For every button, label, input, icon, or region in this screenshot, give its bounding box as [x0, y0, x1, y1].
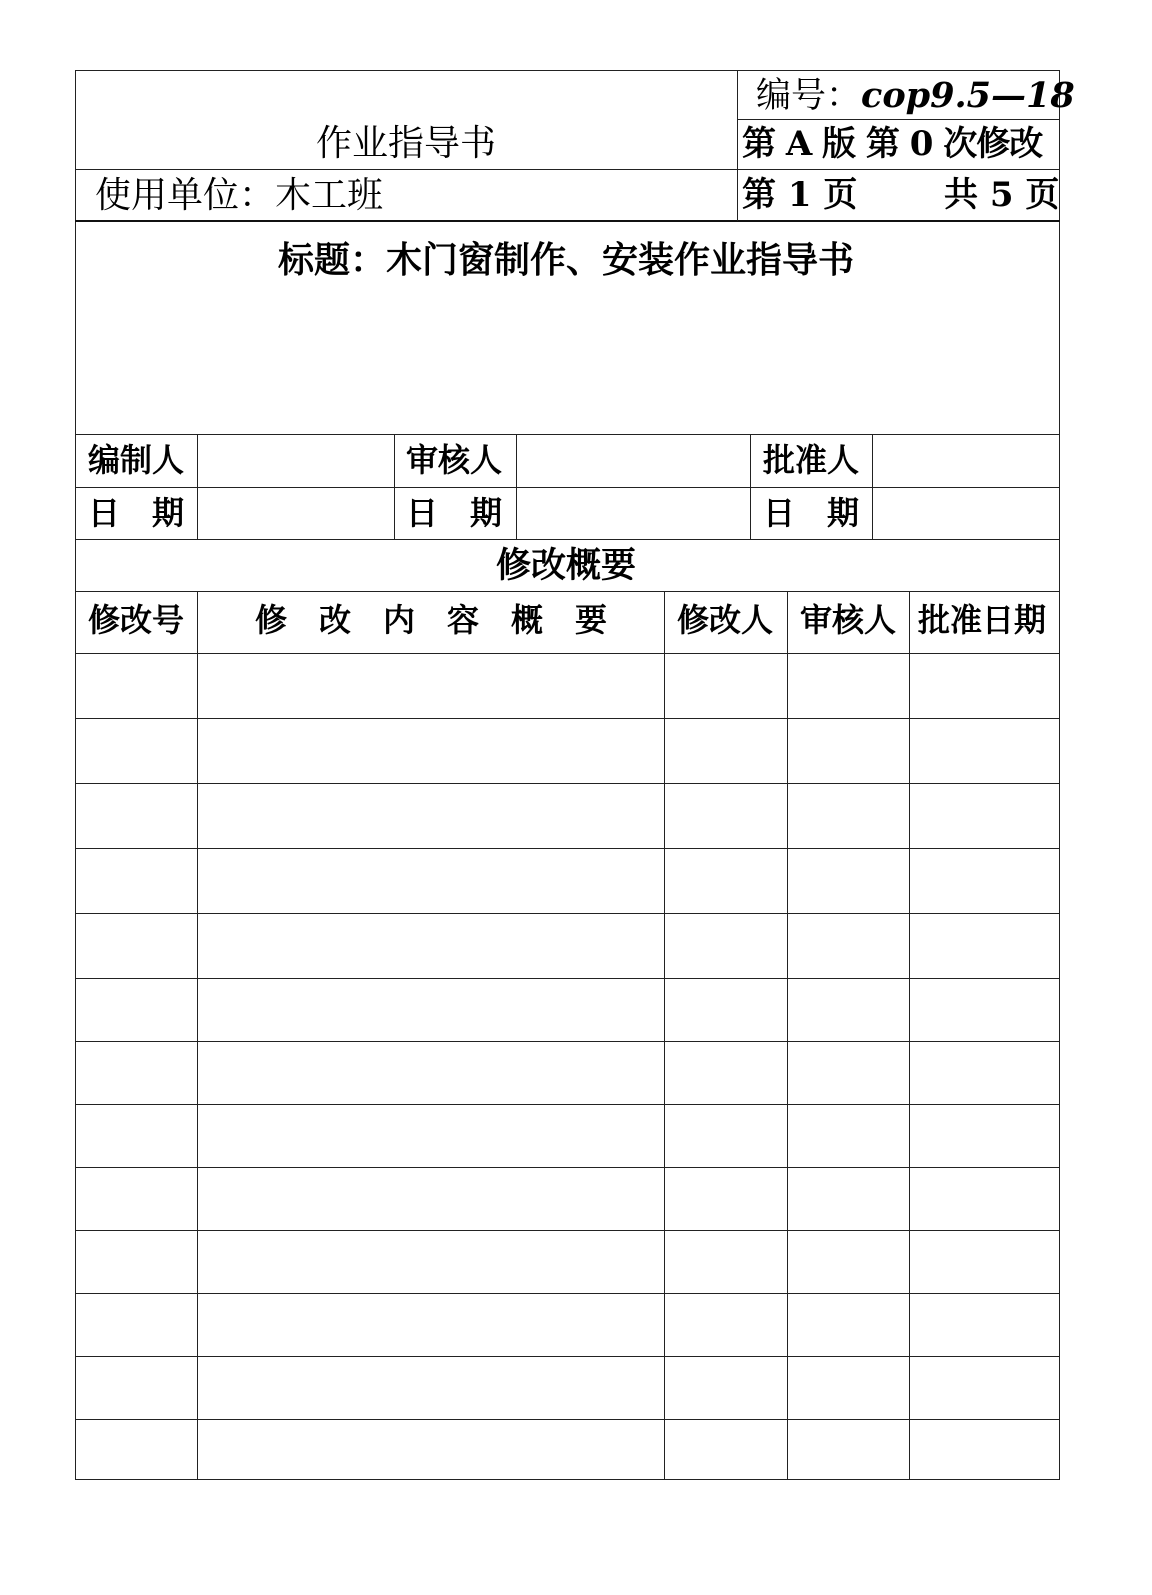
table-row	[75, 1230, 1060, 1231]
revision-heading-divider	[75, 591, 1060, 592]
table-row	[75, 1041, 1060, 1042]
signoff-col-2	[394, 434, 395, 540]
column-header-modifier: 修改人	[677, 601, 774, 639]
version-info: 第 A 版 第 0 次修改	[742, 124, 1043, 164]
approver-date-label: 日 期	[763, 494, 860, 532]
compiler-date-label: 日 期	[88, 494, 185, 532]
signoff-col-1	[197, 434, 198, 540]
document-frame	[75, 70, 1060, 1480]
column-header-summary: 修 改 内 容 概 要	[254, 601, 608, 639]
revision-col-1	[197, 591, 198, 1480]
doc-type-label: 作业指导书	[315, 123, 497, 164]
signoff-bottom-border	[75, 539, 1060, 540]
table-row	[75, 1104, 1060, 1105]
reviewer-label: 审核人	[406, 441, 503, 479]
signoff-top-border	[75, 434, 1060, 435]
reviewer-date-label: 日 期	[406, 494, 503, 532]
doc-number	[756, 75, 1075, 116]
signoff-col-5	[872, 434, 873, 540]
column-header-reviewer: 审核人	[800, 601, 897, 639]
approver-label: 批准人	[763, 441, 860, 479]
table-row	[75, 783, 1060, 784]
revision-header-bottom	[75, 653, 1060, 654]
column-header-revision-no: 修改号	[88, 601, 185, 639]
table-row	[75, 913, 1060, 914]
doc-number-label: 编号：	[756, 76, 862, 116]
table-row	[75, 718, 1060, 719]
revision-col-3	[787, 591, 788, 1480]
table-row	[75, 848, 1060, 849]
header-column-divider	[737, 70, 738, 221]
doc-number-value: cop9.5—18	[861, 75, 1075, 116]
signoff-col-4	[750, 434, 751, 540]
table-row	[75, 978, 1060, 979]
revision-col-4	[909, 591, 910, 1480]
column-header-approval-date: 批准日期	[918, 601, 1047, 639]
table-row	[75, 1167, 1060, 1168]
table-row	[75, 1293, 1060, 1294]
page-number: 第 1 页	[742, 175, 858, 215]
total-pages: 共 5 页	[944, 175, 1060, 215]
unit-label: 使用单位：木工班	[95, 175, 384, 216]
signoff-divider	[75, 487, 1060, 488]
signoff-col-3	[516, 434, 517, 540]
table-row	[75, 1419, 1060, 1420]
compiler-label: 编制人	[88, 441, 185, 479]
revision-col-2	[664, 591, 665, 1480]
header-bottom-border	[75, 220, 1060, 222]
header-divider-right	[738, 119, 1060, 120]
header-divider	[75, 169, 1060, 170]
table-row	[75, 1356, 1060, 1357]
page-title: 标题：木门窗制作、安装作业指导书	[277, 239, 855, 281]
revision-heading: 修改概要	[495, 545, 637, 586]
